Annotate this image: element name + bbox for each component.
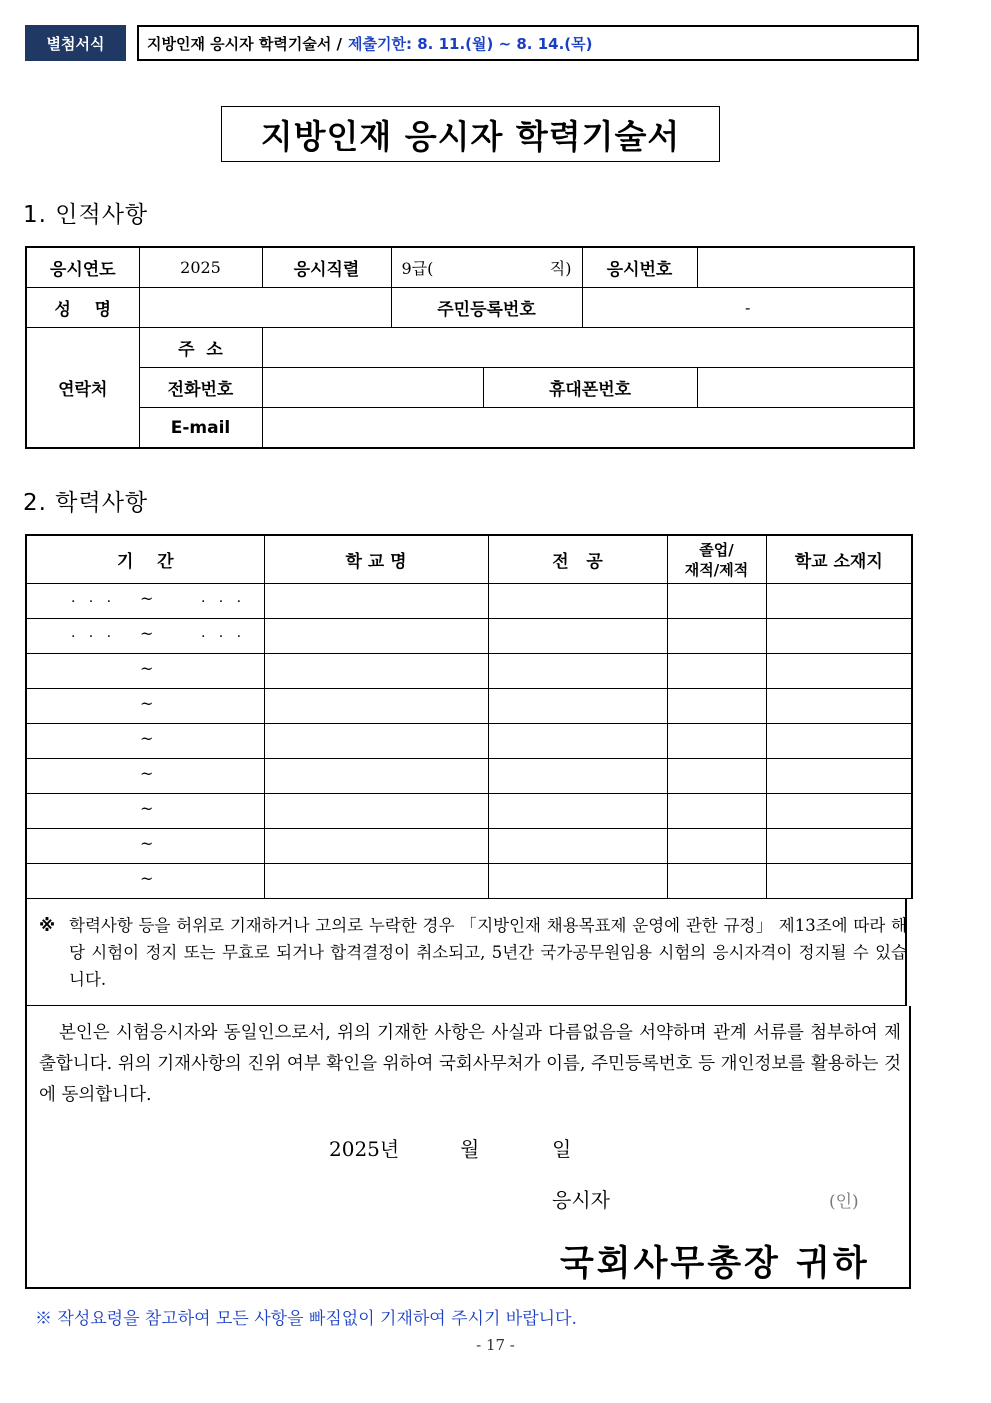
notice-mark: ※ <box>39 916 56 935</box>
address-label: 주 소 <box>139 328 262 368</box>
school-cell[interactable] <box>264 654 488 689</box>
notice-text: 학력사항 등을 허위로 기재하거나 고의로 누락한 경우 「지방인재 채용목표제 운영에 관한 규정」 제13조에 따라 해당 시험이 정지 또는 무효로 되거나 합격결정이 취소되고, 5년간 국가공무원임용 시험의 응시자격이 정지될 수 있습니다. <box>69 916 907 989</box>
personal-info-table <box>25 246 915 449</box>
col-period: 기 간 <box>26 535 264 584</box>
exam-number-label: 응시번호 <box>582 247 697 288</box>
table-row <box>26 584 912 619</box>
submission-deadline: 제출기한: 8. 11.(월) ~ 8. 14.(목) <box>348 34 593 53</box>
period-cell[interactable] <box>26 689 264 724</box>
school-cell[interactable] <box>264 689 488 724</box>
exam-number-field[interactable] <box>697 247 914 288</box>
major-cell[interactable] <box>488 619 667 654</box>
major-cell[interactable] <box>488 759 667 794</box>
major-cell[interactable] <box>488 654 667 689</box>
position-prefix: 9급( <box>401 259 434 278</box>
major-cell[interactable] <box>488 724 667 759</box>
pledge-text: 본인은 시험응시자와 동일인으로서, 위의 기재한 사항은 사실과 다름없음을 서약하며 관계 서류를 첨부하여 제출합니다. 위의 기재사항의 진위 여부 확인을 위하여 국회사무처가 이름, 주민등록번호 등 개인정보를 활용하는 것에 동의합니다. <box>39 1023 901 1105</box>
form-header-box <box>137 25 919 61</box>
status-cell[interactable] <box>667 794 766 829</box>
exam-position-field[interactable] <box>391 247 582 288</box>
location-cell[interactable] <box>766 689 912 724</box>
mobile-field-cell[interactable] <box>697 368 914 408</box>
location-cell[interactable] <box>766 829 912 864</box>
col-status-line2: 재적/제적 <box>684 560 749 579</box>
resident-number-field[interactable]: - <box>582 288 914 328</box>
location-cell[interactable] <box>766 864 912 899</box>
period-tilde: ~ <box>140 694 154 713</box>
period-end: . . . <box>201 625 242 641</box>
exam-year-value[interactable]: 2025 <box>139 247 262 288</box>
major-cell[interactable] <box>488 794 667 829</box>
education-table <box>25 534 913 899</box>
major-cell[interactable] <box>488 864 667 899</box>
period-tilde: ~ <box>140 729 154 748</box>
email-field[interactable] <box>262 408 914 449</box>
period-tilde: ~ <box>140 869 154 888</box>
period-cell[interactable] <box>26 724 264 759</box>
status-cell[interactable] <box>667 829 766 864</box>
location-cell[interactable] <box>766 724 912 759</box>
period-tilde: ~ <box>140 589 154 608</box>
name-field[interactable] <box>139 288 391 328</box>
form-name: 지방인재 응시자 학력기술서 / <box>147 34 343 53</box>
period-tilde: ~ <box>140 834 154 853</box>
period-cell[interactable] <box>26 619 264 654</box>
period-start: . . . <box>71 625 112 641</box>
location-cell[interactable] <box>766 759 912 794</box>
period-cell[interactable] <box>26 864 264 899</box>
school-cell[interactable] <box>264 759 488 794</box>
table-row <box>26 794 912 829</box>
col-school-name: 학 교 명 <box>264 535 488 584</box>
form-header <box>25 25 911 61</box>
major-cell[interactable] <box>488 584 667 619</box>
school-cell[interactable] <box>264 619 488 654</box>
period-tilde: ~ <box>140 659 154 678</box>
col-school-location: 학교 소재지 <box>766 535 912 584</box>
period-end: . . . <box>201 590 242 606</box>
addressee: 국회사무총장 귀하 <box>560 1244 870 1284</box>
document-title: 지방인재 응시자 학력기술서 <box>221 106 720 162</box>
status-cell[interactable] <box>667 724 766 759</box>
status-cell[interactable] <box>667 619 766 654</box>
section-education-heading: 2. 학력사항 <box>23 490 149 516</box>
resident-number-label: 주민등록번호 <box>391 288 582 328</box>
exam-year-label: 응시연도 <box>26 247 139 288</box>
status-cell[interactable] <box>667 689 766 724</box>
table-row <box>26 864 912 899</box>
warning-notice <box>25 898 907 1006</box>
period-tilde: ~ <box>140 799 154 818</box>
period-tilde: ~ <box>140 624 154 643</box>
period-tilde: ~ <box>140 764 154 783</box>
school-cell[interactable] <box>264 864 488 899</box>
school-cell[interactable] <box>264 584 488 619</box>
location-cell[interactable] <box>766 619 912 654</box>
major-cell[interactable] <box>488 689 667 724</box>
table-row <box>26 724 912 759</box>
school-cell[interactable] <box>264 829 488 864</box>
table-row <box>26 619 912 654</box>
phone-field[interactable] <box>262 368 483 408</box>
status-cell[interactable] <box>667 864 766 899</box>
location-cell[interactable] <box>766 654 912 689</box>
table-row <box>26 759 912 794</box>
mobile-label: 휴대폰번호 <box>483 368 697 408</box>
phone-label: 전화번호 <box>139 368 262 408</box>
sign-year: 2025년 <box>329 1137 400 1161</box>
address-field[interactable] <box>262 328 914 368</box>
col-status-line1: 졸업/ <box>699 540 734 559</box>
table-row <box>26 689 912 724</box>
major-cell[interactable] <box>488 829 667 864</box>
page-number: - 17 - <box>476 1336 515 1354</box>
period-cell[interactable] <box>26 654 264 689</box>
col-status <box>667 535 766 584</box>
email-label: E-mail <box>139 408 262 449</box>
period-cell[interactable] <box>26 829 264 864</box>
applicant-label: 응시자 <box>552 1188 610 1212</box>
period-cell[interactable] <box>26 584 264 619</box>
position-suffix: 직) <box>549 259 572 278</box>
table-row <box>26 829 912 864</box>
sign-day: 일 <box>552 1137 572 1161</box>
exam-position-label: 응시직렬 <box>262 247 391 288</box>
school-cell[interactable] <box>264 724 488 759</box>
status-cell[interactable] <box>667 759 766 794</box>
period-cell[interactable] <box>26 794 264 829</box>
section-personal-heading: 1. 인적사항 <box>23 202 149 228</box>
table-row <box>26 654 912 689</box>
period-cell[interactable] <box>26 759 264 794</box>
location-cell[interactable] <box>766 584 912 619</box>
footnote: ※ 작성요령을 참고하여 모든 사항을 빠짐없이 기재하여 주시기 바랍니다. <box>35 1309 577 1329</box>
status-cell[interactable] <box>667 654 766 689</box>
location-cell[interactable] <box>766 794 912 829</box>
sign-month: 월 <box>460 1137 480 1161</box>
attachment-badge: 별첨서식 <box>25 25 126 61</box>
period-start: . . . <box>71 590 112 606</box>
col-major: 전 공 <box>488 535 667 584</box>
school-cell[interactable] <box>264 794 488 829</box>
contact-label: 연락처 <box>26 328 139 449</box>
seal-mark: (인) <box>829 1192 859 1212</box>
status-cell[interactable] <box>667 584 766 619</box>
name-label: 성 명 <box>26 288 139 328</box>
